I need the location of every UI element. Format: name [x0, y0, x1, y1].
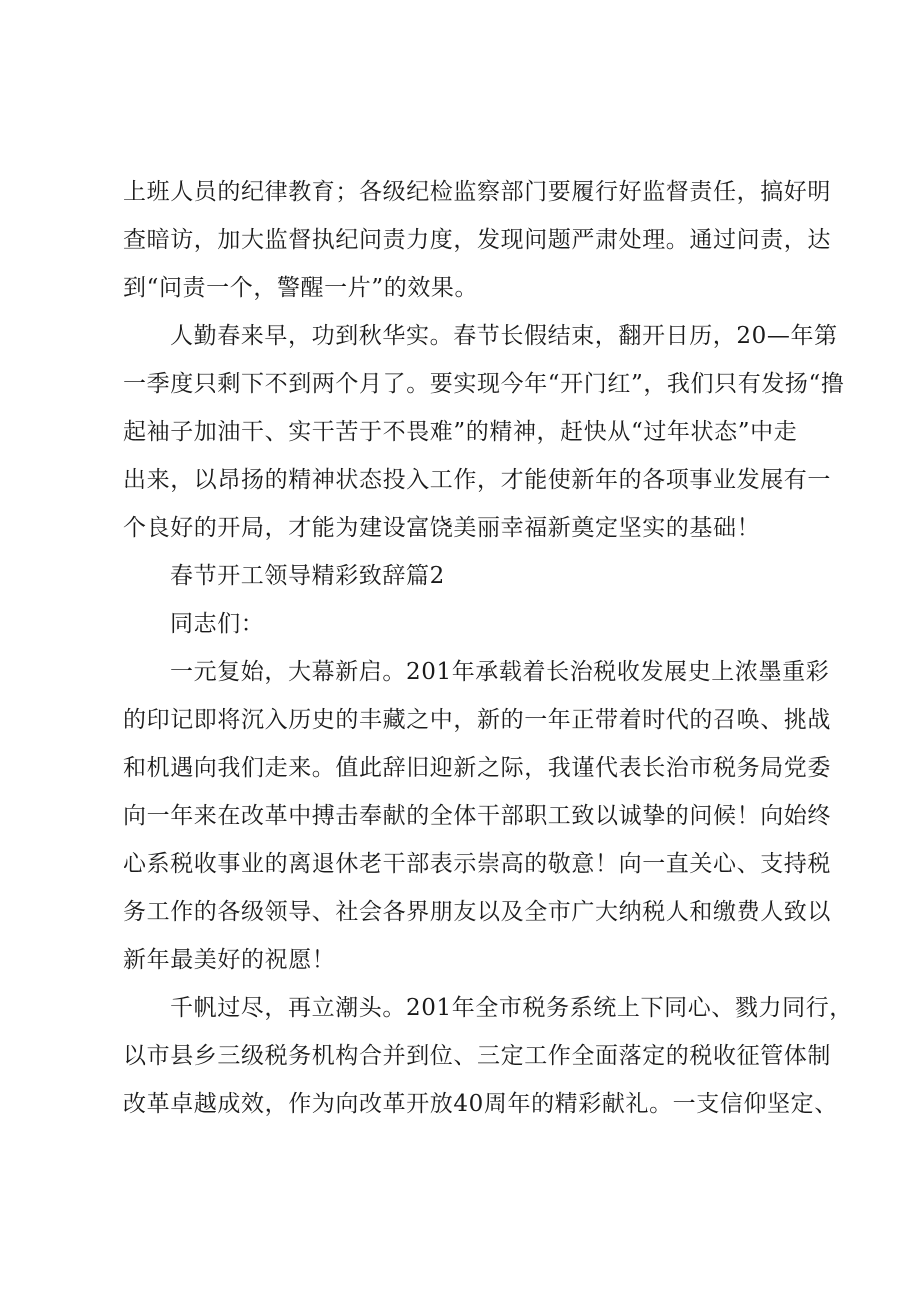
text-line: 务工作的各级领导、社会各界朋友以及全市广大纳税人和缴费人致以	[123, 899, 831, 925]
text-line: 查暗访，加大监督执纪问责力度，发现问题严肃处理。通过问责，达	[123, 227, 831, 253]
text-line: 的印记即将沉入历史的丰藏之中，新的一年正带着时代的召唤、挑战	[123, 707, 831, 733]
text-line: 和机遇向我们走来。值此辞旧迎新之际，我谨代表长治市税务局党委	[123, 755, 831, 781]
paragraph-first-line: 千帆过尽，再立潮头。201年全市税务系统上下同心、戮力同行，	[170, 995, 853, 1021]
paragraph-first-line: 人勤春来早，功到秋华实。春节长假结束，翻开日历，20—年第	[170, 323, 838, 349]
text-line: 到“问责一个，警醒一片”的效果。	[123, 275, 479, 301]
text-line: 向一年来在改革中搏击奉献的全体干部职工致以诚挚的问候！向始终	[123, 803, 831, 829]
text-line: 出来，以昂扬的精神状态投入工作，才能使新年的各项事业发展有一	[123, 467, 831, 493]
text-line: 起袖子加油干、实干苦于不畏难”的精神，赶快从“过年状态”中走	[123, 419, 798, 445]
text-line: 心系税收事业的离退休老干部表示崇高的敬意！向一直关心、支持税	[123, 851, 831, 877]
paragraph-first-line: 一元复始，大幕新启。201年承载着长治税收发展史上浓墨重彩	[170, 659, 830, 685]
text-line: 改革卓越成效，作为向改革开放40周年的精彩献礼。一支信仰坚定、	[123, 1091, 838, 1117]
text-line: 以市县乡三级税务机构合并到位、三定工作全面落定的税收征管体制	[123, 1043, 831, 1069]
text-line: 上班人员的纪律教育；各级纪检监察部门要履行好监督责任，搞好明	[123, 179, 831, 205]
salutation: 同志们：	[170, 611, 265, 637]
section-heading: 春节开工领导精彩致辞篇2	[170, 563, 445, 589]
text-line: 新年最美好的祝愿！	[123, 947, 336, 973]
text-line: 个良好的开局，才能为建设富饶美丽幸福新奠定坚实的基础！	[123, 515, 761, 541]
text-line: 一季度只剩下不到两个月了。要实现今年“开门红”，我们只有发扬“撸	[123, 371, 845, 397]
